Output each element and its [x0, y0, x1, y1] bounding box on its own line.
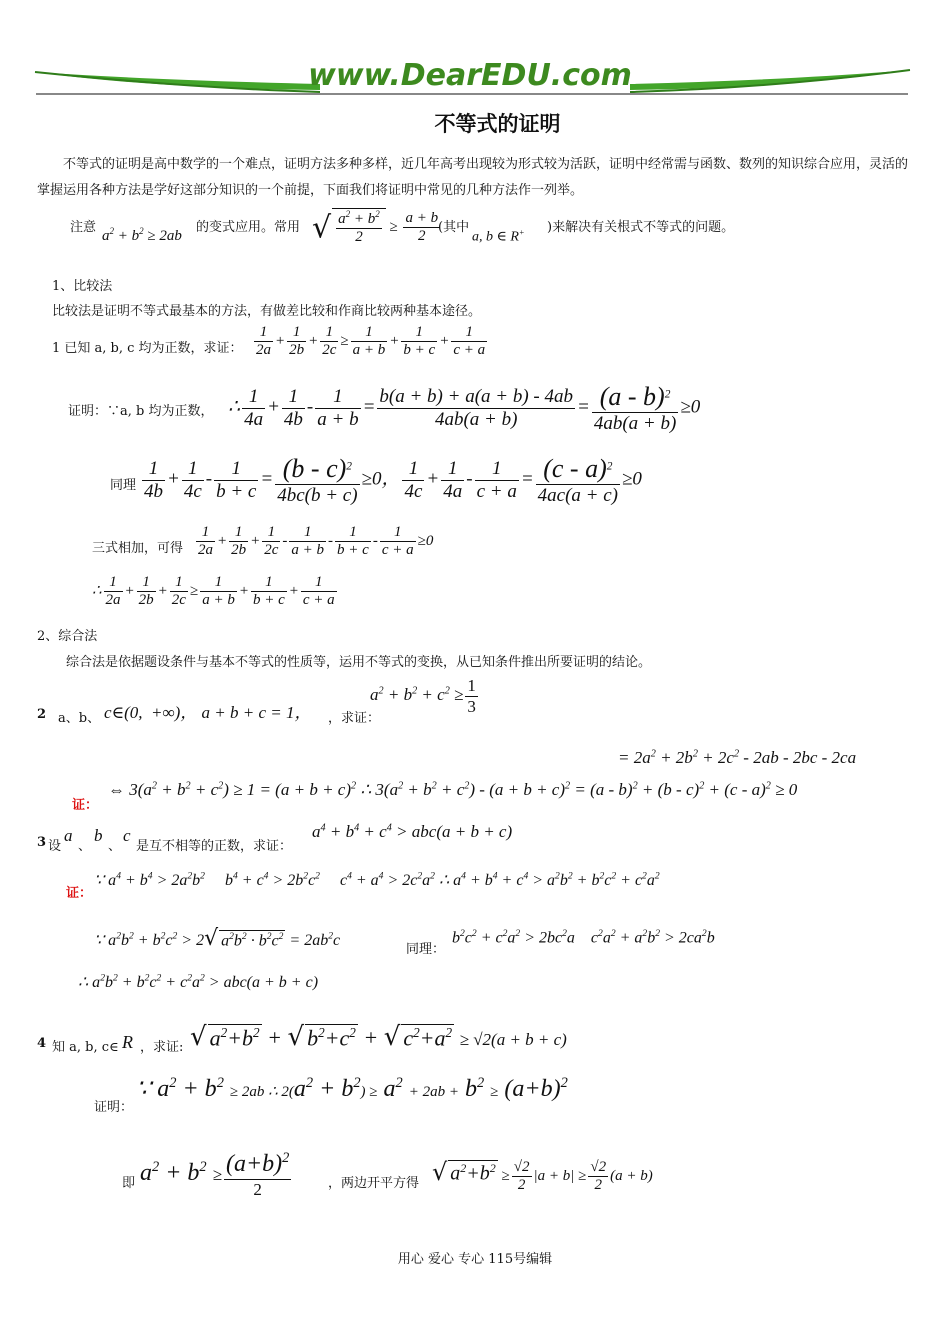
page-footer: 用心 爱心 专心 115号编辑	[397, 1252, 553, 1267]
example-4-set-r: R	[122, 1032, 133, 1052]
example-2-number: 2	[37, 707, 47, 722]
same-1-label: 同理	[110, 478, 137, 493]
add-label: 三式相加，可得	[92, 541, 184, 556]
proof-1-line2: $\frac{1}{4b}$ + $\frac{1}{4c}$ - $\frac{1}{b + c}$ = $\frac{(b - c)^2}{4bc(b + c)}$ ≥0， $\frac{1}{4c}$ + $\frac{1}{4a}$ - $\frac{1}{c + a}$ = $\frac{(c - a)^2}{4ac(a + c)}$ ≥0	[144, 454, 642, 506]
example-3-proof-line2: ∵ $a^2b^2 + b^2c^2 > 2√$ $a^2b^2 \cdot b^2c^2 = 2ab^2c$	[94, 926, 341, 951]
example-3-number: 3	[37, 835, 47, 850]
example-3-proof-line1: ∵ $a^4 + b^4 > 2a^2b^2$ $b^4 + c^4 > 2b^2c^2$ $c^4 + a^4 > 2c^2a^2$ ∴ $a^4 + b^4 + c^4 > a^2b^2 + b^2c^2 + c^2a^2$	[94, 870, 660, 889]
example-4-ji-label: 即	[122, 1176, 136, 1191]
example-3-claim: $a^4 + b^4 + c^4 > abc(a + b + c)$	[312, 822, 513, 841]
example-3-var-a: a	[64, 826, 73, 845]
example-3-proof-label: 证：	[66, 886, 93, 901]
note-mid-text: 的变式应用。常用	[196, 220, 301, 235]
example-3-conclusion: ∴ $a^2b^2 + b^2c^2 + c^2a^2 > abc(a + b + c)$	[78, 972, 319, 991]
intro-paragraph: 不等式的证明是高中数学的一个难点，证明方法多种多样，近几年高考出现较为形式较为活跃，证明中经常需与函数、数列的知识综合应用，灵活的掌握运用各种方法是学好这部分知识的一个前提，下面我们将证明中常见的几种方法作一列举。	[37, 157, 909, 198]
example-4-mid: ，求证:	[140, 1040, 184, 1055]
proof-1-label: 证明：∵a, b 均为正数，	[68, 404, 214, 419]
example-4-proof-line1: ∵ $a^2 + b^2 \ge 2ab$ ∴ $2(a^2 + b^2) \ge a^2 + 2ab + b^2 \ge (a+b)^2$	[136, 1075, 568, 1102]
example-4-both-text: ，两边开平方得	[328, 1176, 420, 1191]
example-4-number: 4	[37, 1036, 47, 1051]
example-1-formula: $\frac{1}{2a}$ + $\frac{1}{2b}$ + $\frac{1}{2c}$ ≥ $\frac{1}{a + b}$ + $\frac{1}{b + c}$ + $\frac{1}{c + a}$	[256, 324, 486, 359]
example-4-claim: √ $a^2+b^2$ + √ $b^2+c^2$ + √ $c^2+a^2 \ge √2(a + b + c)$	[190, 1022, 567, 1052]
section-1-desc: 比较法是证明不等式最基本的方法，有做差比较和作商比较两种基本途径。	[52, 304, 482, 319]
example-2-condition: c∈(0, +∞)， a + b + c = 1，	[104, 703, 312, 722]
note-formula-root: √ $\frac{a^2 + b^2}{2}$ ≥ $\frac{a + b}{2}$	[312, 209, 439, 246]
section-2-desc: 综合法是依据题设条件与基本不等式的性质等，运用不等式的变换，从已知条件推出所要证明的结论。	[66, 655, 652, 670]
example-4-pre: 知 a, b, c∈	[52, 1040, 119, 1055]
example-2-claim: $a^2 + b^2 + c^2$ ≥ $\frac{1}{3}$	[370, 676, 476, 716]
section-1-title: 1、比较法	[52, 279, 113, 294]
example-3-sep-1: 、	[78, 839, 92, 854]
note-label: 注意	[70, 220, 97, 235]
example-4-proof-line2: $a^2 + b^2$ ≥ $\frac{(a+b)^2}{2}$	[140, 1150, 290, 1199]
proof-1-conclusion: ∴ $\frac{1}{2a}$ + $\frac{1}{2b}$ + $\frac{1}{2c}$ ≥ $\frac{1}{a + b}$ + $\frac{1}{b + c}$ + $\frac{1}{c + a}$	[92, 574, 335, 609]
example-3-mid: 是互不相等的正数，求证：	[136, 839, 293, 854]
note-paren-text: (其中	[438, 220, 470, 235]
example-2-mid: ，求证：	[328, 711, 381, 726]
example-2-pre: a、b、	[58, 711, 101, 726]
example-2-proof: ⇔ $3(a^2 + b^2 + c^2) \ge 1 = (a + b + c)^2$ ∴ $3(a^2 + b^2 + c^2) - (a + b + c)^2 = (a - b)^2 + (b - c)^2 + (c - a)^2 \ge 0$	[108, 780, 798, 799]
example-4-proof-line3: √ $a^2+b^2$ ≥ $\frac{√2}{2}$ |a + b| ≥ $\frac{√2}{2}$ (a + b)	[432, 1158, 653, 1194]
note-domain: a, b ∈ R+	[472, 228, 525, 245]
example-2-proof-label: 证：	[72, 798, 99, 813]
example-1-text: 1 已知 a, b, c 均为正数，求证：	[52, 341, 243, 356]
example-3-var-b: b	[94, 826, 103, 845]
note-tail-text: )来解决有关根式不等式的问题。	[547, 220, 735, 235]
site-logo-text: www.DearEDU.com	[308, 58, 632, 93]
example-2-expand: = $2a^2 + 2b^2 + 2c^2 - 2ab - 2bc - 2ca$	[618, 748, 857, 767]
section-2-title: 2、综合法	[37, 629, 98, 644]
example-3-same-label: 同理：	[406, 942, 446, 957]
document-title: 不等式的证明	[434, 112, 561, 136]
example-3-pre: 设	[48, 839, 62, 854]
proof-1-sum: $\frac{1}{2a}$ + $\frac{1}{2b}$ + $\frac{1}{2c}$ - $\frac{1}{a + b}$ - $\frac{1}{b + c}$ - $\frac{1}{c + a}$ ≥0	[198, 524, 434, 559]
example-3-proof-line2b: $b^2c^2 + c^2a^2 > 2bc^2a$ $c^2a^2 + a^2b^2 > 2ca^2b$	[452, 928, 715, 947]
proof-1-line1: ∴ $\frac{1}{4a}$ + $\frac{1}{4b}$ - $\frac{1}{a + b}$ = $\frac{b(a + b) + a(a + b) - 4ab}{4ab(a + b)}$ = $\frac{(a - b)^2}{4ab(a + b)}$ ≥0	[228, 382, 701, 434]
example-3-var-c: c	[123, 826, 131, 845]
example-3-sep-2: 、	[108, 839, 122, 854]
example-4-proof-label: 证明：	[94, 1100, 134, 1115]
note-formula-basic: $a^2 + b^2 \ge 2ab$	[102, 226, 182, 244]
